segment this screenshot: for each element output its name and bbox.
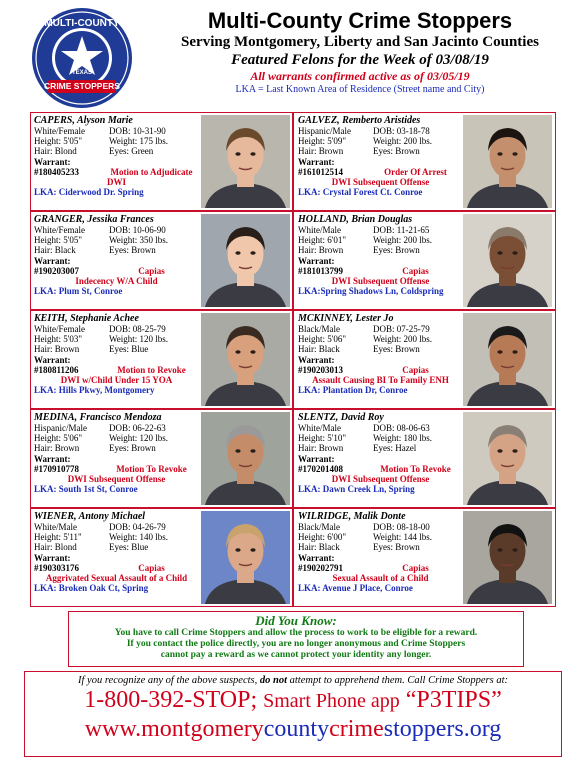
hotline-number[interactable]: 1-800-392-STOP; <box>84 687 258 713</box>
height: Height: 6'00" <box>298 532 347 543</box>
website-part-1: www.montgomery <box>84 716 264 742</box>
weight: Weight: 200 lbs. <box>373 235 433 246</box>
website-part-2: county <box>263 716 330 742</box>
hair: Hair: Brown <box>298 245 344 256</box>
felon-info <box>298 511 463 593</box>
eyes: Eyes: Brown <box>109 245 156 256</box>
did-you-know-title: Did You Know: <box>255 613 337 628</box>
eyes: Eyes: Brown <box>109 443 156 454</box>
mugshot-portrait-icon <box>463 214 552 307</box>
warrant-label: Warrant: <box>298 156 335 167</box>
page-title: Multi-County Crime Stoppers <box>207 8 513 33</box>
warrant-type: Capias <box>402 265 429 276</box>
warrant-type: Motion to Adjudicate <box>110 166 193 177</box>
did-you-know-box <box>68 611 524 667</box>
offense-detail: Assault Causing BI To Family ENH <box>312 375 449 386</box>
warrant-type: Capias <box>138 265 165 276</box>
app-label: Smart Phone app <box>263 690 400 712</box>
warrant-type: Order Of Arrest <box>384 166 447 177</box>
contact-footer <box>24 671 562 757</box>
warrant-number: #170910778 <box>34 463 79 474</box>
felon-name: WIENER, Antony Michael <box>34 511 146 522</box>
warrant-type: Capias <box>402 562 429 573</box>
race-sex: White/Female <box>34 126 85 136</box>
felon-card <box>30 310 293 409</box>
warrant-label: Warrant: <box>34 552 71 563</box>
felon-card <box>293 508 556 607</box>
height: Height: 5'09" <box>298 136 347 147</box>
eyes: Eyes: Brown <box>373 344 420 355</box>
race-sex: White/Male <box>298 423 341 433</box>
eyes: Eyes: Hazel <box>373 443 417 454</box>
mugshot <box>463 511 552 604</box>
felon-name: WILRIDGE, Malik Donte <box>298 511 406 522</box>
offense-detail: DWI Subsequent Offense <box>331 474 430 485</box>
did-you-know-line-2: If you contact the police directly, you are no longer anonymous and Crime Stoppers <box>126 639 466 649</box>
felon-card <box>293 112 556 211</box>
warrant-type: Motion To Revoke <box>116 463 187 474</box>
warrant-number: #180811206 <box>34 364 79 375</box>
height: Height: 5'10" <box>298 433 347 444</box>
last-known-area: LKA: Dawn Creek Ln, Spring <box>298 484 415 495</box>
weight: Weight: 144 lbs. <box>373 532 433 543</box>
dob: DOB: 08-25-79 <box>109 324 166 334</box>
felon-name: MEDINA, Francisco Mendoza <box>34 412 162 423</box>
warrant-number: #190303176 <box>34 562 79 573</box>
height: Height: 6'01" <box>298 235 347 246</box>
warrants-note: All warrants confirmed active as of 03/05/19 <box>250 69 470 83</box>
felon-info <box>34 313 199 395</box>
felon-info <box>298 115 463 197</box>
warrant-number: #161012514 <box>298 166 343 177</box>
footer-note <box>25 674 561 687</box>
dob: DOB: 10-06-90 <box>109 225 166 235</box>
website-part-3: crime <box>329 716 384 742</box>
race-sex: Hispanic/Male <box>34 423 87 433</box>
did-you-know-line-1: You have to call Crime Stoppers and allow the process to work to be eligible for a reward. <box>114 628 478 638</box>
eyes: Eyes: Brown <box>373 245 420 256</box>
warrant-label: Warrant: <box>34 453 71 464</box>
race-sex: White/Male <box>298 225 341 235</box>
weight: Weight: 175 lbs. <box>109 136 169 147</box>
mugshot <box>463 115 552 208</box>
website-link[interactable] <box>25 715 561 743</box>
warrant-number: #190203007 <box>34 265 79 276</box>
mugshot <box>463 214 552 307</box>
mugshot <box>463 412 552 505</box>
footer-note-bold: do not <box>259 675 288 686</box>
warrant-label: Warrant: <box>34 156 71 167</box>
offense-detail: DWI Subsequent Offense <box>331 177 430 188</box>
warrant-number: #181013799 <box>298 265 343 276</box>
hair: Hair: Brown <box>298 146 344 157</box>
felon-grid <box>30 112 556 607</box>
weight: Weight: 350 lbs. <box>109 235 169 246</box>
height: Height: 5'03" <box>34 334 83 345</box>
mugshot-portrait-icon <box>463 412 552 505</box>
eyes: Eyes: Brown <box>373 146 420 157</box>
felon-card <box>293 409 556 508</box>
dob: DOB: 06-22-63 <box>109 423 166 433</box>
felon-info <box>34 412 199 494</box>
offense-detail: Indecency W/A Child <box>75 276 158 287</box>
height: Height: 5'05" <box>34 235 83 246</box>
last-known-area: LKA: Plantation Dr, Conroe <box>298 385 408 396</box>
felon-card <box>30 508 293 607</box>
eyes: Eyes: Brown <box>373 542 420 553</box>
race-sex: White/Male <box>34 522 77 532</box>
felon-info <box>34 511 199 593</box>
hair: Hair: Black <box>298 344 340 355</box>
lka-note: LKA = Last Known Area of Residence (Street name and City) <box>235 84 485 95</box>
mugshot-portrait-icon <box>201 115 290 208</box>
phone-line <box>25 687 561 715</box>
mugshot <box>201 115 290 208</box>
race-sex: Black/Male <box>298 522 340 532</box>
warrant-label: Warrant: <box>298 453 335 464</box>
last-known-area: LKA: Crystal Forest Ct. Conroe <box>298 187 423 198</box>
height: Height: 5'06" <box>298 334 347 345</box>
felon-info <box>34 115 199 197</box>
felon-name: CAPERS, Alyson Marie <box>34 115 133 126</box>
page-subtitle: Serving Montgomery, Liberty and San Jacinto Counties <box>181 34 539 50</box>
mugshot-portrait-icon <box>463 313 552 406</box>
felon-name: GRANGER, Jessika Frances <box>34 214 154 225</box>
weight: Weight: 140 lbs. <box>109 532 169 543</box>
hair: Hair: Brown <box>34 344 80 355</box>
felon-name: MCKINNEY, Lester Jo <box>298 313 394 324</box>
mugshot <box>201 214 290 307</box>
felon-info <box>298 313 463 395</box>
footer-note-post: attempt to apprehend them. Call Crime Stoppers at: <box>289 675 508 686</box>
last-known-area: LKA: South 1st St, Conroe <box>34 484 138 495</box>
mugshot <box>201 511 290 604</box>
eyes: Eyes: Blue <box>109 542 149 553</box>
dob: DOB: 11-21-65 <box>373 225 430 235</box>
last-known-area: LKA: Ciderwood Dr. Spring <box>34 187 144 198</box>
felon-info <box>298 412 463 494</box>
mugshot-portrait-icon <box>463 511 552 604</box>
felon-info <box>34 214 199 296</box>
offense-detail: Sexual Assault of a Child <box>332 573 429 584</box>
featured-week: Featured Felons for the Week of 03/08/19 <box>231 52 489 68</box>
offense-detail: DWI Subsequent Offense <box>67 474 166 485</box>
race-sex: Black/Male <box>298 324 340 334</box>
weight: Weight: 200 lbs. <box>373 334 433 345</box>
warrant-label: Warrant: <box>298 354 335 365</box>
dob: DOB: 08-18-00 <box>373 522 430 532</box>
warrant-type: Motion To Revoke <box>380 463 451 474</box>
dob: DOB: 04-26-79 <box>109 522 166 532</box>
flyer-header <box>140 8 580 96</box>
mugshot <box>201 412 290 505</box>
warrant-number: #190202791 <box>298 562 343 573</box>
hair: Hair: Blond <box>34 146 77 157</box>
felon-card <box>30 409 293 508</box>
hair: Hair: Brown <box>298 443 344 454</box>
hair: Hair: Black <box>298 542 340 553</box>
did-you-know-line-3: cannot pay a reward as we cannot protect your identity any longer. <box>160 650 432 660</box>
dob: DOB: 07-25-79 <box>373 324 430 334</box>
height: Height: 5'11" <box>34 532 82 543</box>
dob: DOB: 10-31-90 <box>109 126 166 136</box>
race-sex: White/Female <box>34 324 85 334</box>
weight: Weight: 120 lbs. <box>109 334 169 345</box>
dob: DOB: 03-18-78 <box>373 126 430 136</box>
last-known-area: LKA: Broken Oak Ct, Spring <box>34 583 149 594</box>
warrant-type: Capias <box>402 364 429 375</box>
crime-stoppers-logo <box>30 6 134 110</box>
warrant-type: Capias <box>138 562 165 573</box>
offense-detail: Aggrivated Sexual Assault of a Child <box>45 573 188 584</box>
mugshot-portrait-icon <box>201 313 290 406</box>
felon-card <box>30 211 293 310</box>
offense-detail: DWI <box>106 177 126 188</box>
felon-card <box>293 211 556 310</box>
logo-state-text: TEXAS <box>71 70 92 76</box>
last-known-area: LKA: Plum St, Conroe <box>34 286 123 297</box>
felon-card <box>293 310 556 409</box>
felon-card <box>30 112 293 211</box>
logo-bottom-text: CRIME STOPPERS <box>44 81 120 91</box>
warrant-label: Warrant: <box>298 255 335 266</box>
logo-top-text: MULTI-COUNTY <box>44 18 120 29</box>
race-sex: White/Female <box>34 225 85 235</box>
warrant-number: #190203013 <box>298 364 343 375</box>
warrant-label: Warrant: <box>34 354 71 365</box>
last-known-area: LKA: Avenue J Place, Conroe <box>298 583 413 594</box>
felon-name: SLENTZ, David Roy <box>298 412 384 423</box>
warrant-label: Warrant: <box>298 552 335 563</box>
mugshot-portrait-icon <box>201 511 290 604</box>
hair: Hair: Black <box>34 245 76 256</box>
app-code: “P3TIPS” <box>405 687 502 713</box>
felon-name: HOLLAND, Brian Douglas <box>298 214 413 225</box>
warrant-number: #180405233 <box>34 166 79 177</box>
hair: Hair: Blond <box>34 542 77 553</box>
eyes: Eyes: Blue <box>109 344 149 355</box>
last-known-area: LKA: Hills Pkwy, Montgomery <box>34 385 155 396</box>
warrant-type: Motion to Revoke <box>117 364 186 375</box>
dob: DOB: 08-06-63 <box>373 423 430 433</box>
height: Height: 5'06" <box>34 433 83 444</box>
eyes: Eyes: Green <box>109 146 154 157</box>
footer-note-pre: If you recognize any of the above suspects, <box>78 675 258 686</box>
height: Height: 5'05" <box>34 136 83 147</box>
felon-name: GALVEZ, Remberto Aristides <box>298 115 421 126</box>
race-sex: Hispanic/Male <box>298 126 351 136</box>
weight: Weight: 120 lbs. <box>109 433 169 444</box>
mugshot-portrait-icon <box>201 214 290 307</box>
mugshot-portrait-icon <box>201 412 290 505</box>
mugshot-portrait-icon <box>463 115 552 208</box>
offense-detail: DWI Subsequent Offense <box>331 276 430 287</box>
mugshot <box>463 313 552 406</box>
last-known-area: LKA:Spring Shadows Ln, Coldspring <box>298 286 444 297</box>
weight: Weight: 200 lbs. <box>373 136 433 147</box>
warrant-number: #170201408 <box>298 463 343 474</box>
weight: Weight: 180 lbs. <box>373 433 433 444</box>
offense-detail: DWI w/Child Under 15 YOA <box>60 375 173 386</box>
warrant-label: Warrant: <box>34 255 71 266</box>
mugshot <box>201 313 290 406</box>
felon-info <box>298 214 463 296</box>
website-part-4: stoppers.org <box>383 716 502 742</box>
felon-name: KEITH, Stephanie Achee <box>34 313 139 324</box>
hair: Hair: Brown <box>34 443 80 454</box>
